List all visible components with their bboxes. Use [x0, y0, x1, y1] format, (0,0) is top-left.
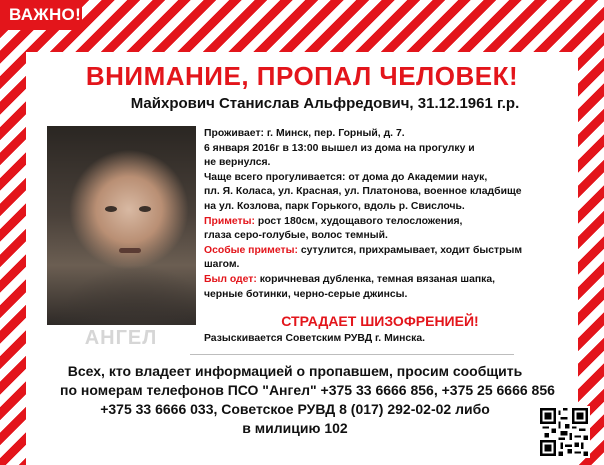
clothes-line-2: черные ботинки, черно-серые джинсы.: [204, 288, 408, 300]
photo-mouth: [119, 248, 141, 253]
divider: [190, 354, 514, 355]
footer-line-3: +375 33 6666 033, Советское РУВД 8 (017) 292-02-02 либо: [100, 401, 490, 417]
features-text: рост 180см, худощавого телосложения,: [254, 215, 463, 227]
residence-text: г. Минск, пер. Горный, д. 7.: [264, 128, 405, 139]
contact-footer: [60, 362, 555, 438]
circumstances-line-1: 6 января 2016г в 13:00 вышел из дома на прогулку и: [204, 142, 475, 154]
footer-line-1: Всех, кто владеет информацией о пропавшем, просим сообщить: [67, 363, 523, 379]
important-badge: ВАЖНО!: [0, 0, 82, 30]
features-label: Приметы:: [204, 215, 255, 227]
clothes-text: коричневая дубленка, темная вязаная шапка,: [256, 273, 495, 285]
missing-person-photo: [47, 126, 196, 325]
watermark-logo: АНГЕЛ: [84, 327, 158, 349]
clothes-line-1: [204, 273, 556, 288]
features-line-2: глаза серо-голубые, волос темный.: [204, 230, 388, 242]
walks-line-1: Чаще всего прогуливается: от дома до Академии наук,: [204, 171, 488, 183]
special-text: сутулится, прихрамывает, ходит быстрым: [297, 244, 523, 256]
circumstances-line-2: не вернулся.: [204, 157, 271, 169]
qr-code-icon[interactable]: [538, 406, 590, 458]
features-line-1: [204, 215, 556, 230]
person-name: Майхрович Станислав Альфредович, 31.12.1961 г.р.: [130, 95, 520, 112]
info-block: [204, 127, 556, 302]
residence-label: Проживает:: [204, 128, 264, 139]
special-line-1: [204, 244, 556, 259]
wanted-by: Разыскивается Советским РУВД г. Минска.: [204, 333, 426, 344]
schizophrenia-warning: СТРАДАЕТ ШИЗОФРЕНИЕЙ!: [281, 313, 479, 329]
footer-line-4: в милицию 102: [242, 420, 348, 436]
special-label: Особые приметы:: [204, 244, 298, 256]
photo-eye-right: [139, 206, 151, 212]
special-line-2: шагом.: [204, 259, 240, 271]
residence-line: [204, 127, 556, 142]
walks-line-3: на ул. Козлова, парк Горького, вдоль р. Свислочь.: [204, 200, 465, 212]
walks-line-2: пл. Я. Коласа, ул. Красная, ул. Платонова, военное кладбище: [204, 186, 522, 198]
headline: ВНИМАНИЕ, ПРОПАЛ ЧЕЛОВЕК!: [85, 61, 519, 91]
clothes-label: Был одет:: [204, 273, 257, 285]
photo-eye-left: [105, 206, 117, 212]
footer-line-2: по номерам телефонов ПСО "Ангел" +375 33 6666 856, +375 25 6666 856: [60, 382, 555, 398]
